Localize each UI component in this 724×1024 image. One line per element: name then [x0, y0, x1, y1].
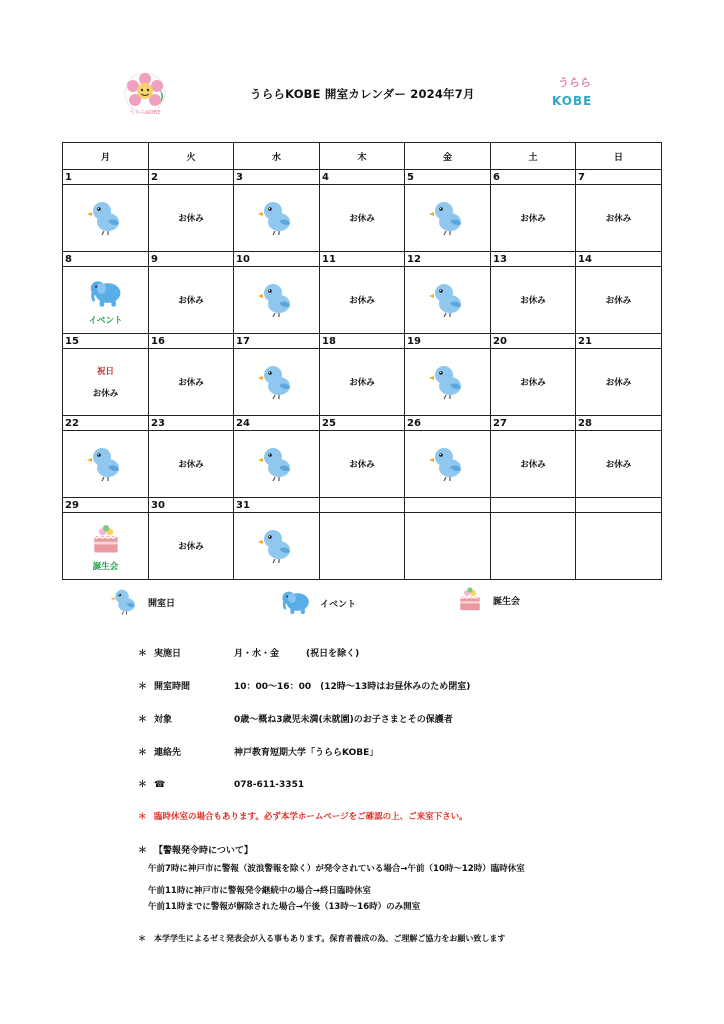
date-number: 15 — [63, 334, 149, 349]
date-number: 27 — [491, 416, 576, 431]
day-cell — [405, 513, 491, 580]
date-number: 16 — [149, 334, 234, 349]
info-value: 0歳～概ね3歳児未満(未就園)のお子さまとその保護者 — [234, 715, 453, 725]
temporary-closure-notice: ＊ 臨時休室の場合もあります。必ず本学ホームページをご確認の上、ご来室下さい。 — [138, 812, 468, 822]
bird-icon — [428, 361, 468, 404]
date-number: 12 — [405, 252, 491, 267]
bird-icon — [110, 586, 140, 619]
weekday-thu: 木 — [320, 143, 405, 170]
footer-note: ＊ 本学学生によるゼミ発表会が入る事もあります。保育者養成の為、ご理解ご協力をお願い致します — [138, 934, 506, 943]
bird-icon — [257, 361, 297, 404]
bird-icon — [428, 279, 468, 322]
closed-label: お休み — [520, 296, 546, 306]
date-number: 8 — [63, 252, 149, 267]
day-cell — [149, 513, 234, 580]
day-cell — [320, 185, 405, 252]
bird-icon — [428, 443, 468, 486]
event-label: 誕生会 — [92, 561, 119, 572]
weekday-wed: 水 — [234, 143, 320, 170]
day-cell — [234, 267, 320, 334]
day-cell-row — [63, 185, 662, 252]
info-value: 月・水・金 (祝日を除く) — [234, 649, 360, 659]
day-cell — [491, 267, 576, 334]
date-number: 24 — [234, 416, 320, 431]
closed-label: お休み — [92, 389, 119, 399]
day-cell — [405, 267, 491, 334]
bird-icon — [86, 197, 126, 240]
phone-icon: ☎ — [154, 780, 166, 790]
day-cell — [405, 185, 491, 252]
info-key: 開室時間 — [154, 682, 191, 692]
date-number-row — [63, 416, 662, 431]
closed-label: お休み — [520, 378, 546, 388]
day-cell — [576, 431, 662, 498]
date-number: 18 — [320, 334, 405, 349]
closed-label: お休み — [520, 460, 546, 470]
date-number — [491, 498, 576, 513]
day-cell — [234, 185, 320, 252]
date-number — [320, 498, 405, 513]
date-number: 28 — [576, 416, 662, 431]
page-title: うららKOBE 開室カレンダー 2024年7月 — [250, 87, 475, 101]
monthly-calendar — [62, 142, 662, 580]
closed-label: お休み — [178, 214, 204, 224]
day-cell — [234, 431, 320, 498]
info-row-target: ＊ 対象 0歳～概ね3歳児未満(未就園)のお子さまとその保護者 — [138, 712, 453, 725]
info-value: 10：00～16：00 (12時～13時はお昼休みのため閉室) — [234, 682, 471, 692]
closed-label: お休み — [349, 460, 375, 470]
closed-label: お休み — [605, 214, 632, 224]
day-cell-row — [63, 513, 662, 580]
date-number: 11 — [320, 252, 405, 267]
info-row-days: ＊ 実施日 月・水・金 (祝日を除く) — [138, 646, 359, 659]
day-cell-row — [63, 431, 662, 498]
day-cell-row — [63, 349, 662, 416]
info-value: 078-611-3351 — [234, 780, 305, 790]
day-cell — [491, 349, 576, 416]
date-number-row — [63, 170, 662, 185]
logo-right-line2: KOBE — [552, 94, 593, 108]
legend-label: イベント — [320, 600, 357, 610]
day-cell — [234, 513, 320, 580]
info-key: 対象 — [154, 715, 173, 725]
weekday-sun: 日 — [576, 143, 662, 170]
closed-label: お休み — [605, 460, 632, 470]
date-number: 9 — [149, 252, 234, 267]
weekday-tue: 火 — [149, 143, 234, 170]
day-cell — [576, 349, 662, 416]
holiday-label: 祝日 — [96, 367, 114, 377]
date-number: 6 — [491, 170, 576, 185]
urara-kobe-wordmark — [548, 74, 594, 118]
closed-label: お休み — [349, 214, 375, 224]
bird-icon — [428, 197, 468, 240]
date-number: 1 — [63, 170, 149, 185]
day-cell — [63, 349, 149, 416]
legend-open-day — [110, 586, 175, 619]
cake-icon — [88, 521, 124, 560]
date-number: 14 — [576, 252, 662, 267]
warning-line: 午前7時に神戸市に警報（波浪警報を除く）が発令されている場合→午前（10時～12時）臨時休室 — [148, 864, 525, 874]
urara-kobe-logo — [120, 70, 170, 118]
day-cell — [320, 267, 405, 334]
date-number — [576, 498, 662, 513]
closed-label: お休み — [605, 296, 632, 306]
day-cell — [63, 513, 149, 580]
logo-right-line1: うらら — [558, 76, 591, 89]
closed-label: お休み — [178, 460, 204, 470]
date-number: 22 — [63, 416, 149, 431]
date-number: 2 — [149, 170, 234, 185]
bird-icon — [257, 443, 297, 486]
day-cell — [576, 267, 662, 334]
bird-icon — [257, 279, 297, 322]
elephant-icon — [88, 275, 124, 314]
date-number: 21 — [576, 334, 662, 349]
date-number-row — [63, 252, 662, 267]
closed-label: お休み — [605, 378, 632, 388]
day-cell — [491, 431, 576, 498]
day-cell — [491, 513, 576, 580]
closed-label: お休み — [178, 378, 204, 388]
day-cell — [576, 185, 662, 252]
day-cell — [405, 349, 491, 416]
bird-icon — [257, 197, 297, 240]
weekday-sat: 土 — [491, 143, 576, 170]
legend-label: 開室日 — [148, 599, 176, 609]
info-key: 実施日 — [154, 649, 182, 659]
info-key: 連絡先 — [154, 748, 182, 758]
closed-label: お休み — [349, 378, 375, 388]
weekday-fri: 金 — [405, 143, 491, 170]
date-number: 17 — [234, 334, 320, 349]
warning-heading: ＊ 【警報発令時について】 — [138, 846, 253, 856]
legend-birthday — [455, 584, 520, 617]
day-cell — [149, 267, 234, 334]
day-cell — [491, 185, 576, 252]
date-number: 3 — [234, 170, 320, 185]
logo-left-text: うららKOBE — [129, 110, 161, 116]
elephant-icon — [280, 586, 312, 621]
bird-icon — [257, 525, 297, 568]
bird-icon — [86, 443, 126, 486]
day-cell — [149, 431, 234, 498]
date-number-row — [63, 498, 662, 513]
day-cell — [63, 185, 149, 252]
date-number: 10 — [234, 252, 320, 267]
info-row-contact: ＊ 連絡先 神戸教育短期大学「うららKOBE」 — [138, 745, 378, 758]
date-number: 29 — [63, 498, 149, 513]
day-cell — [320, 513, 405, 580]
date-number: 4 — [320, 170, 405, 185]
date-number: 19 — [405, 334, 491, 349]
legend-label: 誕生会 — [493, 597, 521, 607]
closed-label: お休み — [520, 214, 546, 224]
date-number — [405, 498, 491, 513]
cake-icon — [455, 584, 485, 617]
day-cell — [320, 431, 405, 498]
date-number: 7 — [576, 170, 662, 185]
date-number: 31 — [234, 498, 320, 513]
day-cell — [234, 349, 320, 416]
date-number: 23 — [149, 416, 234, 431]
closed-label: お休み — [178, 296, 204, 306]
info-value: 神戸教育短期大学「うららKOBE」 — [234, 748, 379, 758]
closed-label: お休み — [349, 296, 375, 306]
date-number: 26 — [405, 416, 491, 431]
day-cell — [63, 267, 149, 334]
warning-line: 午前11時に神戸市に警報発令継続中の場合→終日臨時休室 — [148, 886, 371, 896]
date-number: 5 — [405, 170, 491, 185]
date-number-row — [63, 334, 662, 349]
day-cell — [149, 185, 234, 252]
legend-event — [280, 586, 356, 621]
day-cell — [63, 431, 149, 498]
warning-line: 午前11時までに警報が解除された場合→午後（13時～16時）のみ開室 — [148, 902, 421, 912]
event-label: イベント — [88, 315, 123, 326]
day-cell-row — [63, 267, 662, 334]
date-number: 30 — [149, 498, 234, 513]
date-number: 13 — [491, 252, 576, 267]
day-cell — [576, 513, 662, 580]
closed-label: お休み — [178, 542, 204, 552]
date-number: 25 — [320, 416, 405, 431]
weekday-mon: 月 — [63, 143, 149, 170]
info-row-hours: ＊ 開室時間 10：00～16：00 (12時～13時はお昼休みのため閉室) — [138, 679, 470, 692]
day-cell — [320, 349, 405, 416]
weekday-header-row — [63, 143, 662, 170]
info-row-phone: ＊ ☎ 078-611-3351 — [138, 780, 305, 790]
day-cell — [405, 431, 491, 498]
date-number: 20 — [491, 334, 576, 349]
day-cell — [149, 349, 234, 416]
